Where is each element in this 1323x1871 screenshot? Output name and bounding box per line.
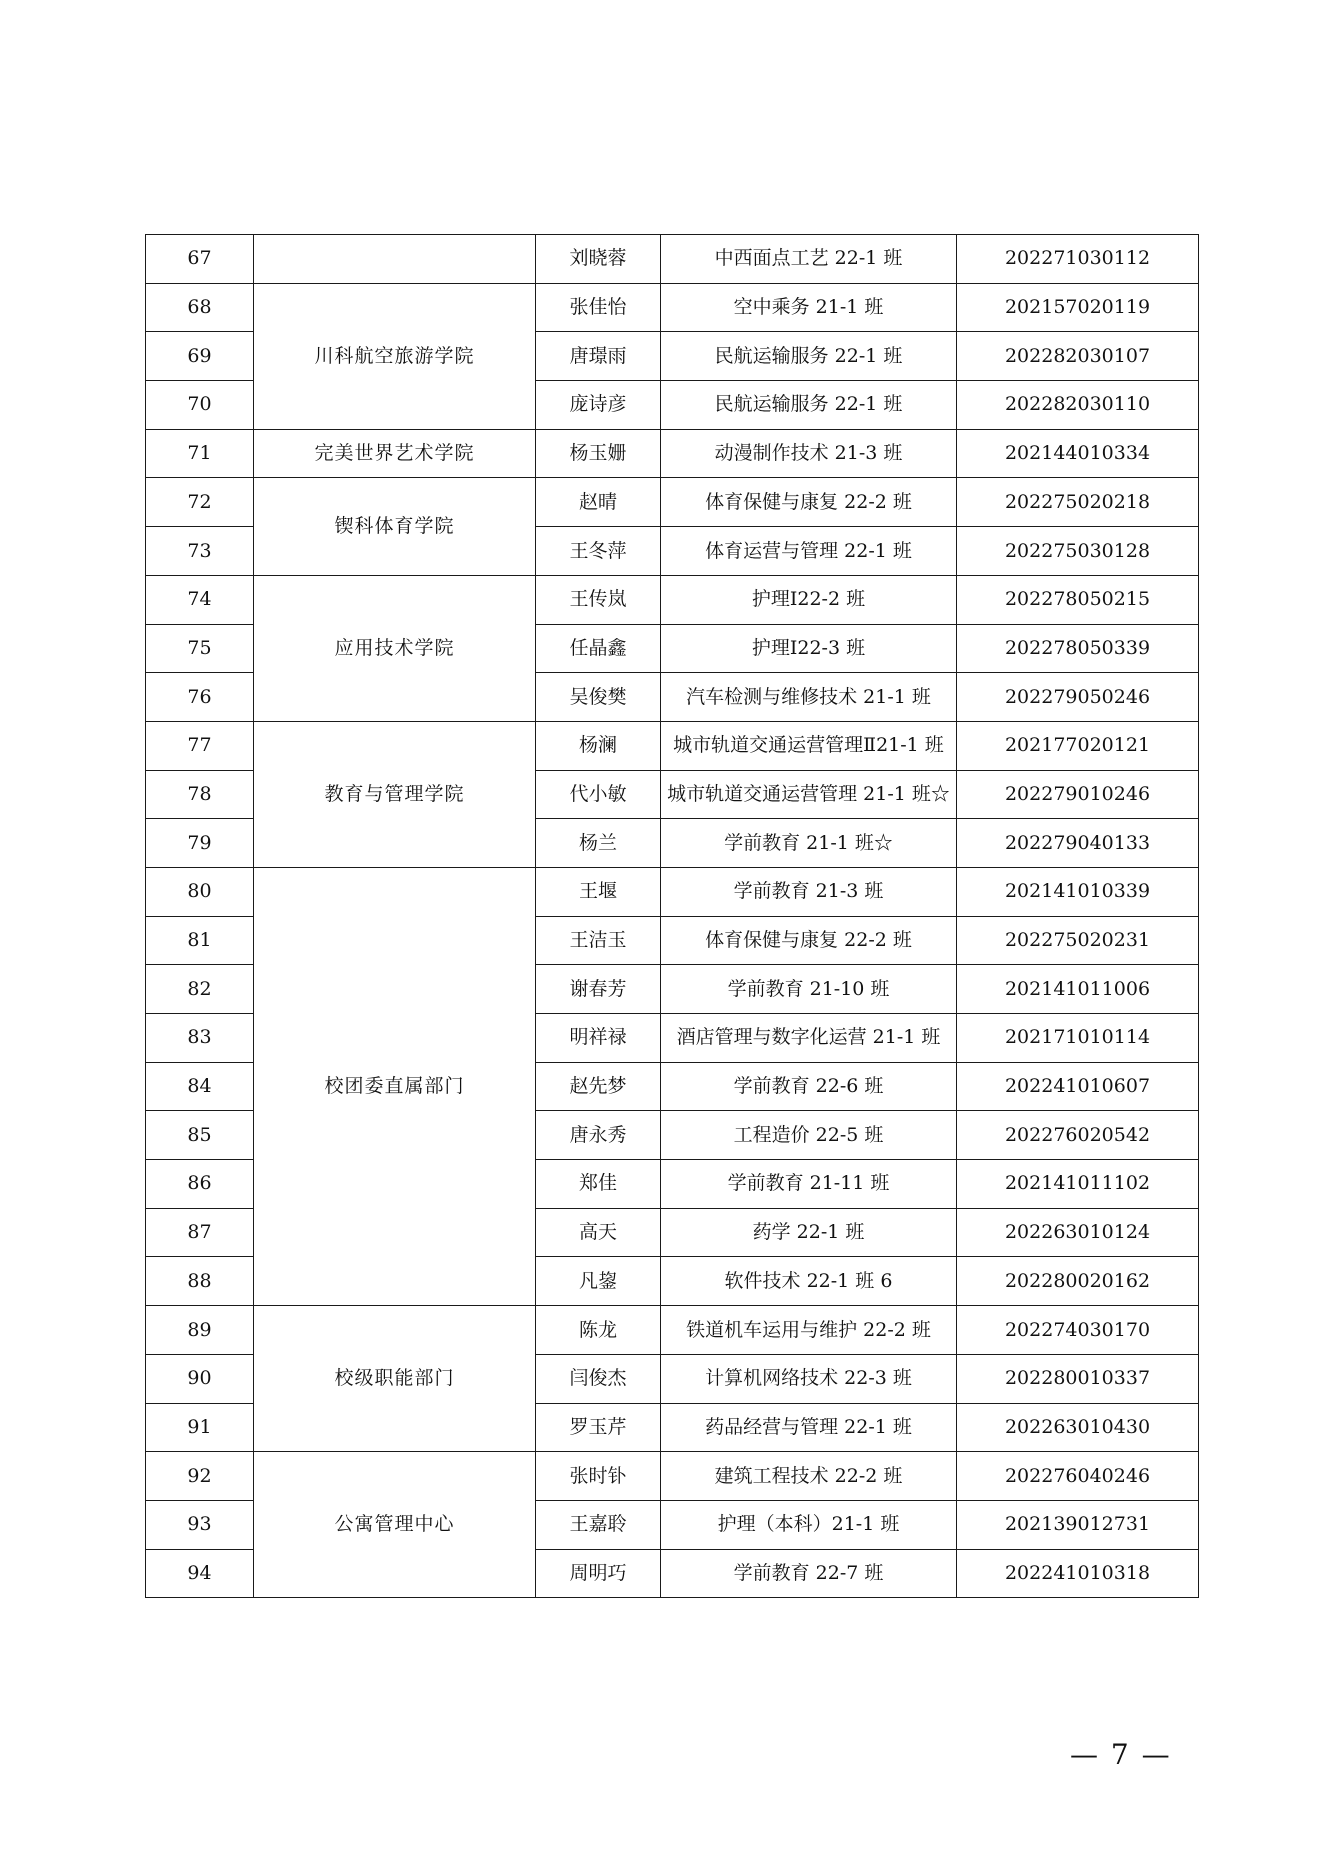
student-name-cell: 凡鋆 bbox=[536, 1257, 661, 1306]
row-number-cell: 90 bbox=[146, 1354, 254, 1403]
student-name-cell: 刘晓蓉 bbox=[536, 235, 661, 284]
student-id-cell: 202276040246 bbox=[957, 1452, 1199, 1501]
student-id-cell: 202282030107 bbox=[957, 332, 1199, 381]
student-id-cell: 202280010337 bbox=[957, 1354, 1199, 1403]
student-id-cell: 202141011006 bbox=[957, 965, 1199, 1014]
row-number-cell: 73 bbox=[146, 527, 254, 576]
student-name-cell: 王洁玉 bbox=[536, 916, 661, 965]
student-name-cell: 唐璟雨 bbox=[536, 332, 661, 381]
class-name-cell: 学前教育 21-3 班 bbox=[661, 867, 957, 916]
row-number-cell: 76 bbox=[146, 673, 254, 722]
class-name-cell: 体育保健与康复 22-2 班 bbox=[661, 478, 957, 527]
roster-table bbox=[145, 234, 1199, 1598]
student-name-cell: 赵先梦 bbox=[536, 1062, 661, 1111]
student-name-cell: 吴俊樊 bbox=[536, 673, 661, 722]
row-number-cell: 69 bbox=[146, 332, 254, 381]
department-cell: 校团委直属部门 bbox=[254, 867, 536, 1305]
page-number: — 7 — bbox=[1070, 1738, 1172, 1771]
student-name-cell: 杨玉姗 bbox=[536, 429, 661, 478]
department-cell: 锲科体育学院 bbox=[254, 478, 536, 575]
row-number-cell: 83 bbox=[146, 1014, 254, 1063]
class-name-cell: 护理Ⅰ22-3 班 bbox=[661, 624, 957, 673]
student-name-cell: 庞诗彦 bbox=[536, 381, 661, 430]
class-name-cell: 学前教育 21-1 班☆ bbox=[661, 819, 957, 868]
class-name-cell: 汽车检测与维修技术 21-1 班 bbox=[661, 673, 957, 722]
student-name-cell: 杨兰 bbox=[536, 819, 661, 868]
student-id-cell: 202278050215 bbox=[957, 575, 1199, 624]
student-id-cell: 202275030128 bbox=[957, 527, 1199, 576]
row-number-cell: 67 bbox=[146, 235, 254, 284]
class-name-cell: 城市轨道交通运营管理 21-1 班☆ bbox=[661, 770, 957, 819]
row-number-cell: 72 bbox=[146, 478, 254, 527]
student-name-cell: 谢春芳 bbox=[536, 965, 661, 1014]
class-name-cell: 学前教育 21-10 班 bbox=[661, 965, 957, 1014]
class-name-cell: 体育保健与康复 22-2 班 bbox=[661, 916, 957, 965]
row-number-cell: 79 bbox=[146, 819, 254, 868]
row-number-cell: 89 bbox=[146, 1306, 254, 1355]
student-id-cell: 202144010334 bbox=[957, 429, 1199, 478]
class-name-cell: 软件技术 22-1 班 6 bbox=[661, 1257, 957, 1306]
department-cell: 川科航空旅游学院 bbox=[254, 283, 536, 429]
row-number-cell: 93 bbox=[146, 1500, 254, 1549]
student-name-cell: 王传岚 bbox=[536, 575, 661, 624]
student-id-cell: 202177020121 bbox=[957, 721, 1199, 770]
student-id-cell: 202280020162 bbox=[957, 1257, 1199, 1306]
row-number-cell: 78 bbox=[146, 770, 254, 819]
student-name-cell: 周明巧 bbox=[536, 1549, 661, 1598]
table-row bbox=[146, 721, 1199, 770]
student-id-cell: 202263010124 bbox=[957, 1208, 1199, 1257]
class-name-cell: 药学 22-1 班 bbox=[661, 1208, 957, 1257]
row-number-cell: 86 bbox=[146, 1160, 254, 1209]
table-row bbox=[146, 478, 1199, 527]
row-number-cell: 70 bbox=[146, 381, 254, 430]
class-name-cell: 体育运营与管理 22-1 班 bbox=[661, 527, 957, 576]
class-name-cell: 护理（本科）21-1 班 bbox=[661, 1500, 957, 1549]
department-cell bbox=[254, 235, 536, 284]
student-name-cell: 高天 bbox=[536, 1208, 661, 1257]
table-row bbox=[146, 1306, 1199, 1355]
student-id-cell: 202275020218 bbox=[957, 478, 1199, 527]
row-number-cell: 71 bbox=[146, 429, 254, 478]
student-id-cell: 202141011102 bbox=[957, 1160, 1199, 1209]
class-name-cell: 动漫制作技术 21-3 班 bbox=[661, 429, 957, 478]
student-id-cell: 202282030110 bbox=[957, 381, 1199, 430]
class-name-cell: 护理Ⅰ22-2 班 bbox=[661, 575, 957, 624]
student-id-cell: 202276020542 bbox=[957, 1111, 1199, 1160]
roster-table-container bbox=[145, 234, 1199, 1598]
student-name-cell: 闫俊杰 bbox=[536, 1354, 661, 1403]
class-name-cell: 城市轨道交通运营管理Ⅱ21-1 班 bbox=[661, 721, 957, 770]
table-row bbox=[146, 575, 1199, 624]
department-cell: 应用技术学院 bbox=[254, 575, 536, 721]
student-name-cell: 王嘉聆 bbox=[536, 1500, 661, 1549]
class-name-cell: 学前教育 22-7 班 bbox=[661, 1549, 957, 1598]
student-name-cell: 赵晴 bbox=[536, 478, 661, 527]
class-name-cell: 中西面点工艺 22-1 班 bbox=[661, 235, 957, 284]
row-number-cell: 81 bbox=[146, 916, 254, 965]
class-name-cell: 计算机网络技术 22-3 班 bbox=[661, 1354, 957, 1403]
class-name-cell: 酒店管理与数字化运营 21-1 班 bbox=[661, 1014, 957, 1063]
table-row bbox=[146, 867, 1199, 916]
row-number-cell: 91 bbox=[146, 1403, 254, 1452]
table-row bbox=[146, 235, 1199, 284]
student-name-cell: 代小敏 bbox=[536, 770, 661, 819]
department-cell: 完美世界艺术学院 bbox=[254, 429, 536, 478]
student-name-cell: 张佳怡 bbox=[536, 283, 661, 332]
student-id-cell: 202241010318 bbox=[957, 1549, 1199, 1598]
class-name-cell: 铁道机车运用与维护 22-2 班 bbox=[661, 1306, 957, 1355]
student-name-cell: 王冬萍 bbox=[536, 527, 661, 576]
student-id-cell: 202263010430 bbox=[957, 1403, 1199, 1452]
row-number-cell: 75 bbox=[146, 624, 254, 673]
student-name-cell: 陈龙 bbox=[536, 1306, 661, 1355]
student-id-cell: 202157020119 bbox=[957, 283, 1199, 332]
row-number-cell: 88 bbox=[146, 1257, 254, 1306]
student-name-cell: 罗玉芹 bbox=[536, 1403, 661, 1452]
student-id-cell: 202271030112 bbox=[957, 235, 1199, 284]
student-id-cell: 202279010246 bbox=[957, 770, 1199, 819]
roster-table-body bbox=[146, 235, 1199, 1598]
student-id-cell: 202139012731 bbox=[957, 1500, 1199, 1549]
class-name-cell: 学前教育 22-6 班 bbox=[661, 1062, 957, 1111]
student-id-cell: 202274030170 bbox=[957, 1306, 1199, 1355]
row-number-cell: 74 bbox=[146, 575, 254, 624]
student-name-cell: 任晶鑫 bbox=[536, 624, 661, 673]
student-id-cell: 202241010607 bbox=[957, 1062, 1199, 1111]
row-number-cell: 80 bbox=[146, 867, 254, 916]
student-id-cell: 202279040133 bbox=[957, 819, 1199, 868]
row-number-cell: 82 bbox=[146, 965, 254, 1014]
department-cell: 教育与管理学院 bbox=[254, 721, 536, 867]
student-id-cell: 202278050339 bbox=[957, 624, 1199, 673]
row-number-cell: 92 bbox=[146, 1452, 254, 1501]
department-cell: 校级职能部门 bbox=[254, 1306, 536, 1452]
class-name-cell: 民航运输服务 22-1 班 bbox=[661, 381, 957, 430]
row-number-cell: 68 bbox=[146, 283, 254, 332]
row-number-cell: 84 bbox=[146, 1062, 254, 1111]
row-number-cell: 87 bbox=[146, 1208, 254, 1257]
student-name-cell: 郑佳 bbox=[536, 1160, 661, 1209]
class-name-cell: 学前教育 21-11 班 bbox=[661, 1160, 957, 1209]
student-id-cell: 202275020231 bbox=[957, 916, 1199, 965]
student-id-cell: 202171010114 bbox=[957, 1014, 1199, 1063]
student-name-cell: 张时钋 bbox=[536, 1452, 661, 1501]
student-name-cell: 明祥禄 bbox=[536, 1014, 661, 1063]
student-name-cell: 唐永秀 bbox=[536, 1111, 661, 1160]
department-cell: 公寓管理中心 bbox=[254, 1452, 536, 1598]
class-name-cell: 空中乘务 21-1 班 bbox=[661, 283, 957, 332]
class-name-cell: 药品经营与管理 22-1 班 bbox=[661, 1403, 957, 1452]
class-name-cell: 建筑工程技术 22-2 班 bbox=[661, 1452, 957, 1501]
student-id-cell: 202279050246 bbox=[957, 673, 1199, 722]
student-name-cell: 杨澜 bbox=[536, 721, 661, 770]
row-number-cell: 94 bbox=[146, 1549, 254, 1598]
row-number-cell: 77 bbox=[146, 721, 254, 770]
table-row bbox=[146, 283, 1199, 332]
row-number-cell: 85 bbox=[146, 1111, 254, 1160]
table-row bbox=[146, 429, 1199, 478]
class-name-cell: 民航运输服务 22-1 班 bbox=[661, 332, 957, 381]
student-name-cell: 王堰 bbox=[536, 867, 661, 916]
table-row bbox=[146, 1452, 1199, 1501]
class-name-cell: 工程造价 22-5 班 bbox=[661, 1111, 957, 1160]
student-id-cell: 202141010339 bbox=[957, 867, 1199, 916]
